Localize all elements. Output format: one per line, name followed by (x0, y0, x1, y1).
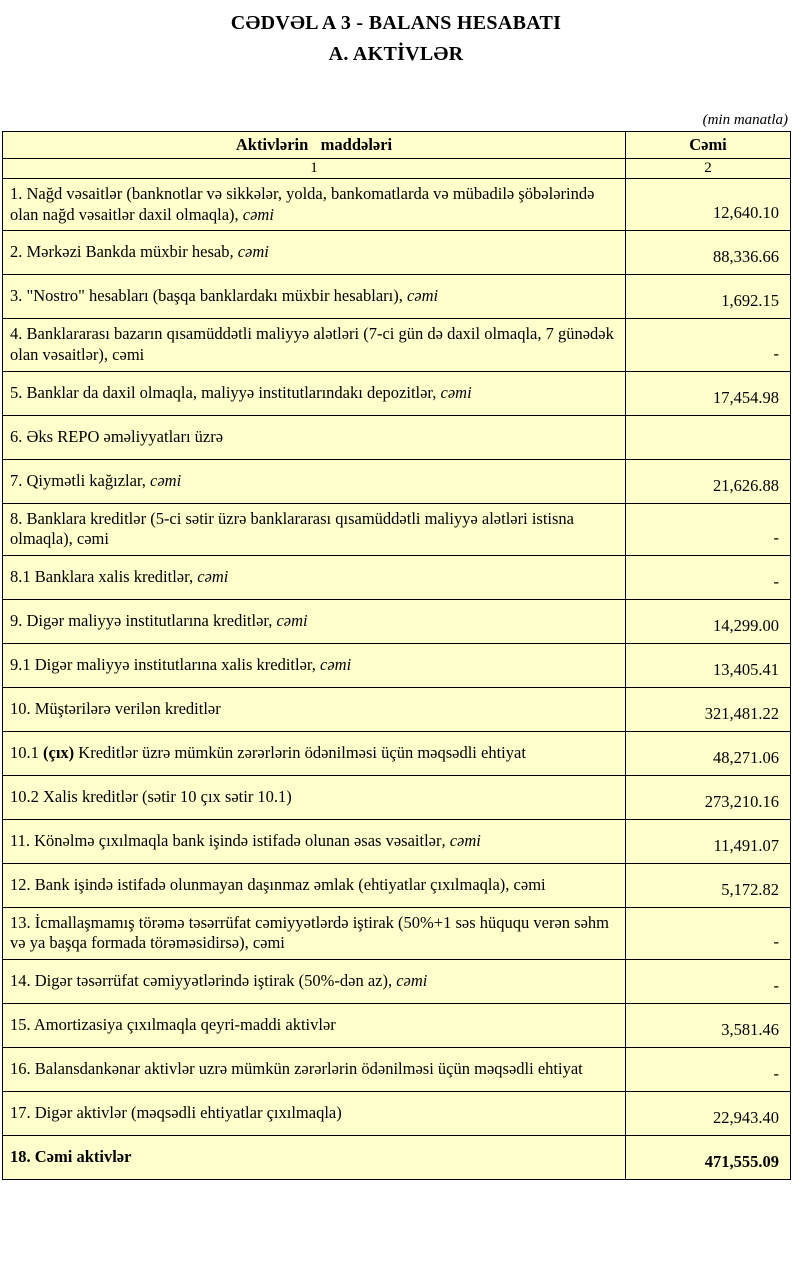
item-label-cell (3, 415, 626, 459)
unit-note: (min manatla) (702, 112, 788, 128)
item-label-segment: cəmi (197, 566, 229, 586)
item-label-segment: 1. Nağd vəsaitlər (banknotlar və sikkələr, yolda, bankomatlarda və mübadilə şöbələrində olan nağd vəsaitlər daxil olmaqla), (10, 184, 595, 224)
item-label-segment: 10.2 Xalis kreditlər (sətir 10 çıx sətir 10.1) (10, 786, 292, 806)
item-value-cell: 48,271.06 (626, 731, 791, 775)
item-value-cell (626, 415, 791, 459)
item-value-cell: 5,172.82 (626, 863, 791, 907)
column-header-total: Cəmi (626, 132, 791, 159)
item-label-cell (3, 179, 626, 231)
item-value-cell: 1,692.15 (626, 275, 791, 319)
item-label-segment: 14. Digər təsərrüfat cəmiyyətlərində iştirak (50%-dən az), (10, 971, 397, 991)
table-row (3, 731, 791, 775)
item-label-segment: 6. Əks REPO əməliyyatları üzrə (10, 426, 224, 446)
item-label-segment: 7. Qiymətli kağızlar, (10, 470, 151, 490)
column-number-2: 2 (626, 159, 791, 179)
item-label-cell (3, 643, 626, 687)
item-value-cell: 22,943.40 (626, 1092, 791, 1136)
table-row (3, 960, 791, 1004)
item-label-segment: , cəmi (441, 830, 481, 850)
item-label-cell (3, 371, 626, 415)
item-label-segment: cəmi (440, 382, 472, 402)
document-title-line-1: CƏDVƏL A 3 - BALANS HESABATI (230, 12, 562, 34)
item-label-segment: cəmi (396, 971, 428, 991)
item-label-segment: 3. "Nostro" hesabları (başqa banklardakı müxbir hesabları), (10, 286, 407, 306)
item-value-cell: 14,299.00 (626, 599, 791, 643)
item-label-segment: 11. Könəlmə çıxılmaqla bank işində istifadə olunan əsas vəsaitlər (10, 830, 442, 850)
table-row (3, 687, 791, 731)
item-value-cell: 13,405.41 (626, 643, 791, 687)
item-label-segment: , cəmi (229, 242, 269, 262)
item-label-segment: 9.1 Digər maliyyə institutlarına xalis kreditlər, (10, 654, 321, 674)
table-row (3, 819, 791, 863)
item-label-segment: 13. İcmallaşmamış törəmə təsərrüfat cəmiyyətlərdə iştirak (50%+1 səs hüququ verən səhm və ya başqa formada törəməsidirsə), cəmi (10, 912, 609, 953)
table-row (3, 1004, 791, 1048)
item-label-segment: 15. Amortizasiya çıxılmaqla qeyri-maddi aktivlər (10, 1015, 336, 1035)
item-label-cell (3, 231, 626, 275)
item-value-cell: 88,336.66 (626, 231, 791, 275)
item-label-segment: cəmi (406, 286, 439, 306)
table-row (3, 907, 791, 959)
item-label-segment: 17. Digər aktivlər (məqsədli ehtiyatlar çıxılmaqla) (10, 1103, 342, 1123)
item-label-segment: cəmi (242, 204, 274, 224)
item-value-cell: - (626, 907, 791, 959)
table-body (3, 179, 791, 1180)
table-row (3, 1136, 791, 1180)
item-label-cell (3, 731, 626, 775)
item-label-segment: 5. Banklar da daxil olmaqla, maliyyə institutlarındakı depozitlər, (10, 382, 441, 402)
item-label-cell (3, 775, 626, 819)
item-value-cell: 3,581.46 (626, 1004, 791, 1048)
item-value-cell: 21,626.88 (626, 459, 791, 503)
item-value-cell: 471,555.09 (626, 1136, 791, 1180)
item-label-cell (3, 555, 626, 599)
item-label-cell (3, 863, 626, 907)
item-value-cell: - (626, 319, 791, 371)
column-number-1: 1 (3, 159, 626, 179)
table-row (3, 459, 791, 503)
table-row (3, 775, 791, 819)
item-label-cell (3, 907, 626, 959)
table-row (3, 1048, 791, 1092)
item-label-segment: (çıx) (43, 742, 75, 762)
item-label-segment: Kreditlər üzrə mümkün zərərlərin ödənilməsi üçün məqsədli ehtiyat (74, 742, 526, 762)
table-row (3, 503, 791, 555)
item-label-cell (3, 1048, 626, 1092)
item-label-cell (3, 599, 626, 643)
document-title-block (2, 8, 790, 70)
table-row (3, 643, 791, 687)
item-label-segment: 8. Banklara kreditlər (5-ci sətir üzrə banklararası qısamüddətli maliyyə alətləri istisna olmaqla), cəmi (10, 508, 574, 549)
item-label-cell (3, 687, 626, 731)
document-title-line-2: A. AKTİVLƏR (328, 43, 464, 65)
item-label-cell (3, 503, 626, 555)
item-value-cell: 17,454.98 (626, 371, 791, 415)
table-row (3, 179, 791, 231)
item-label-cell (3, 1092, 626, 1136)
table-row (3, 1092, 791, 1136)
column-header-items: Aktivlərin maddələri (3, 132, 626, 159)
item-label-segment: 4. Banklararası bazarın qısamüddətli maliyyə alətləri (7-ci gün də daxil olmaqla, 7 günədək olan vəsaitlər), cəmi (10, 324, 614, 364)
table-row (3, 415, 791, 459)
item-value-cell: - (626, 503, 791, 555)
item-label-segment: 8.1 Banklara xalis kreditlər, (10, 566, 198, 586)
table-row (3, 319, 791, 371)
item-value-cell: 321,481.22 (626, 687, 791, 731)
item-label-segment: cəmi (276, 610, 308, 630)
item-label-cell (3, 319, 626, 371)
item-label-segment: 18. Cəmi aktivlər (10, 1147, 132, 1167)
item-label-segment: 10. Müştərilərə verilən kreditlər (10, 698, 221, 718)
table-row (3, 371, 791, 415)
table-header-row (3, 132, 791, 159)
item-label-cell (3, 459, 626, 503)
item-label-cell (3, 1136, 626, 1180)
item-label-cell (3, 1004, 626, 1048)
item-label-segment: 2. Mərkəzi Bankda müxbir hesab (10, 242, 230, 262)
table-row (3, 555, 791, 599)
item-label-segment: cəmi (320, 654, 352, 674)
table-row (3, 599, 791, 643)
item-label-cell (3, 960, 626, 1004)
item-label-segment: 12. Bank işində istifadə olunmayan daşınmaz əmlak (ehtiyatlar çıxılmaqla), cəmi (10, 874, 546, 894)
item-value-cell: - (626, 1048, 791, 1092)
table-row (3, 275, 791, 319)
item-value-cell: 273,210.16 (626, 775, 791, 819)
item-label-cell (3, 819, 626, 863)
table-column-number-row (3, 159, 791, 179)
table-row (3, 231, 791, 275)
item-label-cell (3, 275, 626, 319)
item-label-segment: 16. Balansdankənar aktivlər uzrə mümkün zərərlərin ödənilməsi üçün məqsədli ehtiyat (10, 1059, 583, 1079)
item-value-cell: 12,640.10 (626, 179, 791, 231)
item-label-segment: 9. Digər maliyyə institutlarına kreditlər, (10, 610, 277, 630)
item-value-cell: - (626, 960, 791, 1004)
item-label-segment: 10.1 (10, 742, 43, 762)
balance-sheet-table (2, 131, 791, 1180)
item-value-cell: - (626, 555, 791, 599)
item-label-segment: cəmi (150, 470, 182, 490)
item-value-cell: 11,491.07 (626, 819, 791, 863)
table-row (3, 863, 791, 907)
